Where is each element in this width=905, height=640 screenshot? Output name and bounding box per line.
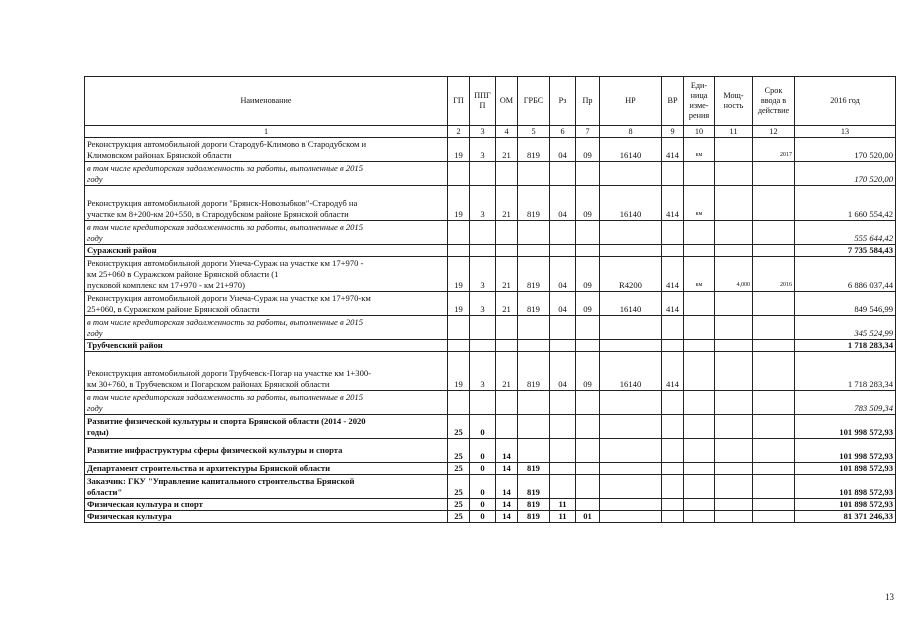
table-row — [85, 316, 896, 340]
cell-gp: 19 — [448, 352, 470, 391]
header-power: Мощ- ность — [715, 77, 753, 126]
cell-term — [753, 186, 795, 221]
col-number: 11 — [715, 126, 753, 138]
header-ppgp: ППГ П — [470, 77, 496, 126]
cell-grbs: 819 — [518, 499, 550, 511]
cell-amount: 81 371 246,33 — [795, 511, 896, 523]
cell-om: 14 — [496, 475, 518, 499]
header-name: Наименование — [85, 77, 448, 126]
cell-amount: 170 520,00 — [795, 162, 896, 186]
cell-nr: 16140 — [600, 138, 662, 162]
col-number: 1 — [85, 126, 448, 138]
cell-amount: 1 718 283,34 — [795, 352, 896, 391]
col-number: 8 — [600, 126, 662, 138]
cell-grbs: 819 — [518, 352, 550, 391]
cell-term — [753, 292, 795, 316]
cell-gp: 25 — [448, 439, 470, 463]
cell-gp: 19 — [448, 257, 470, 292]
cell-amount: 101 998 572,93 — [795, 415, 896, 439]
row-name: Реконструкция автомобильной дороги Унеча-Сураж на участке км 17+970-км 25+060, в Суражском районе Брянской области — [85, 292, 448, 316]
cell-om: 14 — [496, 511, 518, 523]
cell-power — [715, 186, 753, 221]
row-name: в том числе кредиторская задолженность за работы, выполненные в 2015 году — [85, 316, 448, 340]
table-row — [85, 439, 896, 463]
cell-amount: 6 886 037,44 — [795, 257, 896, 292]
col-number: 4 — [496, 126, 518, 138]
cell-rz: 04 — [550, 138, 576, 162]
cell-amount: 101 898 572,93 — [795, 499, 896, 511]
cell-om: 14 — [496, 463, 518, 475]
table-row — [85, 138, 896, 162]
cell-vr: 414 — [662, 292, 684, 316]
row-name: Реконструкция автомобильной дороги Стародуб-Климово в Стародубском и Климовском районах Брянской области — [85, 138, 448, 162]
cell-ppgp: 3 — [470, 186, 496, 221]
cell-nr: R4200 — [600, 257, 662, 292]
row-name: Физическая культура — [85, 511, 448, 523]
row-name: в том числе кредиторская задолженность за работы, выполненные в 2015 году — [85, 221, 448, 245]
cell-grbs: 819 — [518, 138, 550, 162]
cell-amount: 849 546,99 — [795, 292, 896, 316]
header-term: Срок ввода в действие — [753, 77, 795, 126]
cell-pr: 09 — [576, 138, 600, 162]
row-name: в том числе кредиторская задолженность за работы, выполненные в 2015 году — [85, 391, 448, 415]
cell-gp: 19 — [448, 292, 470, 316]
cell-vr: 414 — [662, 352, 684, 391]
cell-amount: 1 718 283,34 — [795, 340, 896, 352]
table-row — [85, 415, 896, 439]
header-vr: ВР — [662, 77, 684, 126]
cell-om: 21 — [496, 292, 518, 316]
cell-gp: 25 — [448, 463, 470, 475]
cell-unit: км — [684, 138, 715, 162]
budget-table-sheet — [84, 76, 895, 523]
cell-pr: 09 — [576, 352, 600, 391]
row-name: Развитие физической культуры и спорта Брянской области (2014 - 2020 годы) — [85, 415, 448, 439]
cell-amount: 101 898 572,93 — [795, 463, 896, 475]
row-name: Реконструкция автомобильной дороги Трубчевск-Погар на участке км 1+300- км 30+760, в Трубчевском и Погарском районах Брянской области — [85, 352, 448, 391]
cell-power — [715, 352, 753, 391]
col-number: 13 — [795, 126, 896, 138]
row-name: Реконструкция автомобильной дороги Унеча-Сураж на участке км 17+970 - км 25+060 в Суражском районе Брянской области (1 пусковой комплекс км 17+970 - км 21+970) — [85, 257, 448, 292]
cell-grbs: 819 — [518, 292, 550, 316]
table-row — [85, 475, 896, 499]
cell-term — [753, 352, 795, 391]
table-row — [85, 352, 896, 391]
cell-vr: 414 — [662, 257, 684, 292]
row-name: Суражский район — [85, 245, 448, 257]
cell-gp: 25 — [448, 511, 470, 523]
cell-ppgp: 3 — [470, 138, 496, 162]
col-number: 7 — [576, 126, 600, 138]
cell-grbs: 819 — [518, 475, 550, 499]
cell-amount: 7 735 584,43 — [795, 245, 896, 257]
cell-om: 21 — [496, 352, 518, 391]
col-number: 3 — [470, 126, 496, 138]
cell-power: 4,000 — [715, 257, 753, 292]
row-name: Департамент строительства и архитектуры Брянской области — [85, 463, 448, 475]
cell-gp: 25 — [448, 475, 470, 499]
cell-ppgp: 0 — [470, 463, 496, 475]
cell-pr: 09 — [576, 292, 600, 316]
cell-ppgp: 3 — [470, 292, 496, 316]
table-row — [85, 162, 896, 186]
cell-rz: 11 — [550, 511, 576, 523]
table-row — [85, 257, 896, 292]
cell-ppgp: 0 — [470, 439, 496, 463]
cell-amount: 1 660 554,42 — [795, 186, 896, 221]
cell-amount: 555 644,42 — [795, 221, 896, 245]
row-name: в том числе кредиторская задолженность за работы, выполненные в 2015 году — [85, 162, 448, 186]
cell-nr: 16140 — [600, 292, 662, 316]
cell-nr: 16140 — [600, 186, 662, 221]
table-row — [85, 499, 896, 511]
row-name: Трубчевский район — [85, 340, 448, 352]
cell-grbs: 819 — [518, 511, 550, 523]
cell-amount: 101 898 572,93 — [795, 475, 896, 499]
row-name: Развитие инфраструктуры сферы физической культуры и спорта — [85, 439, 448, 463]
cell-ppgp: 0 — [470, 499, 496, 511]
cell-nr: 16140 — [600, 352, 662, 391]
column-number-row — [85, 126, 896, 138]
header-om: ОМ — [496, 77, 518, 126]
cell-amount: 101 998 572,93 — [795, 439, 896, 463]
cell-ppgp: 0 — [470, 415, 496, 439]
cell-ppgp: 0 — [470, 475, 496, 499]
cell-rz: 04 — [550, 352, 576, 391]
cell-vr: 414 — [662, 138, 684, 162]
header-gp: ГП — [448, 77, 470, 126]
cell-amount: 170 520,00 — [795, 138, 896, 162]
cell-power — [715, 292, 753, 316]
col-number: 9 — [662, 126, 684, 138]
header-grbs: ГРБС — [518, 77, 550, 126]
table-row — [85, 511, 896, 523]
cell-om: 21 — [496, 257, 518, 292]
cell-ppgp: 3 — [470, 257, 496, 292]
header-unit: Еди- ница изме- рения — [684, 77, 715, 126]
cell-unit: км — [684, 257, 715, 292]
cell-pr: 01 — [576, 511, 600, 523]
cell-pr: 09 — [576, 257, 600, 292]
table-row — [85, 245, 896, 257]
cell-gp: 25 — [448, 415, 470, 439]
header-rz: Рз — [550, 77, 576, 126]
cell-power — [715, 138, 753, 162]
cell-om: 14 — [496, 499, 518, 511]
table-row — [85, 463, 896, 475]
header-nr: НР — [600, 77, 662, 126]
col-number: 2 — [448, 126, 470, 138]
cell-unit: км — [684, 186, 715, 221]
header-row — [85, 77, 896, 126]
header-year: 2016 год — [795, 77, 896, 126]
cell-term: 2016 — [753, 257, 795, 292]
col-number: 6 — [550, 126, 576, 138]
cell-rz: 04 — [550, 292, 576, 316]
cell-ppgp: 3 — [470, 352, 496, 391]
cell-grbs: 819 — [518, 463, 550, 475]
cell-rz: 04 — [550, 186, 576, 221]
cell-vr: 414 — [662, 186, 684, 221]
col-number: 5 — [518, 126, 550, 138]
cell-gp: 25 — [448, 499, 470, 511]
cell-rz: 04 — [550, 257, 576, 292]
cell-unit — [684, 352, 715, 391]
col-number: 12 — [753, 126, 795, 138]
cell-om: 21 — [496, 138, 518, 162]
cell-unit — [684, 292, 715, 316]
cell-rz: 11 — [550, 499, 576, 511]
page-number: 13 — [885, 592, 894, 602]
row-name: Заказчик: ГКУ "Управление капитального строительства Брянской области" — [85, 475, 448, 499]
cell-ppgp: 0 — [470, 511, 496, 523]
cell-amount: 783 509,34 — [795, 391, 896, 415]
cell-grbs: 819 — [518, 257, 550, 292]
budget-table — [84, 76, 896, 523]
cell-gp: 19 — [448, 186, 470, 221]
table-row — [85, 221, 896, 245]
row-name: Физическая культура и спорт — [85, 499, 448, 511]
cell-grbs: 819 — [518, 186, 550, 221]
cell-om: 14 — [496, 439, 518, 463]
table-row — [85, 391, 896, 415]
header-pr: Пр — [576, 77, 600, 126]
cell-pr: 09 — [576, 186, 600, 221]
table-row — [85, 340, 896, 352]
cell-gp: 19 — [448, 138, 470, 162]
cell-term: 2017 — [753, 138, 795, 162]
table-row — [85, 186, 896, 221]
col-number: 10 — [684, 126, 715, 138]
cell-amount: 345 524,99 — [795, 316, 896, 340]
table-row — [85, 292, 896, 316]
cell-om: 21 — [496, 186, 518, 221]
row-name: Реконструкция автомобильной дороги "Брянск-Новозыбков"-Стародуб на участке км 8+200-км 20+550, в Стародубском районе Брянской области — [85, 186, 448, 221]
